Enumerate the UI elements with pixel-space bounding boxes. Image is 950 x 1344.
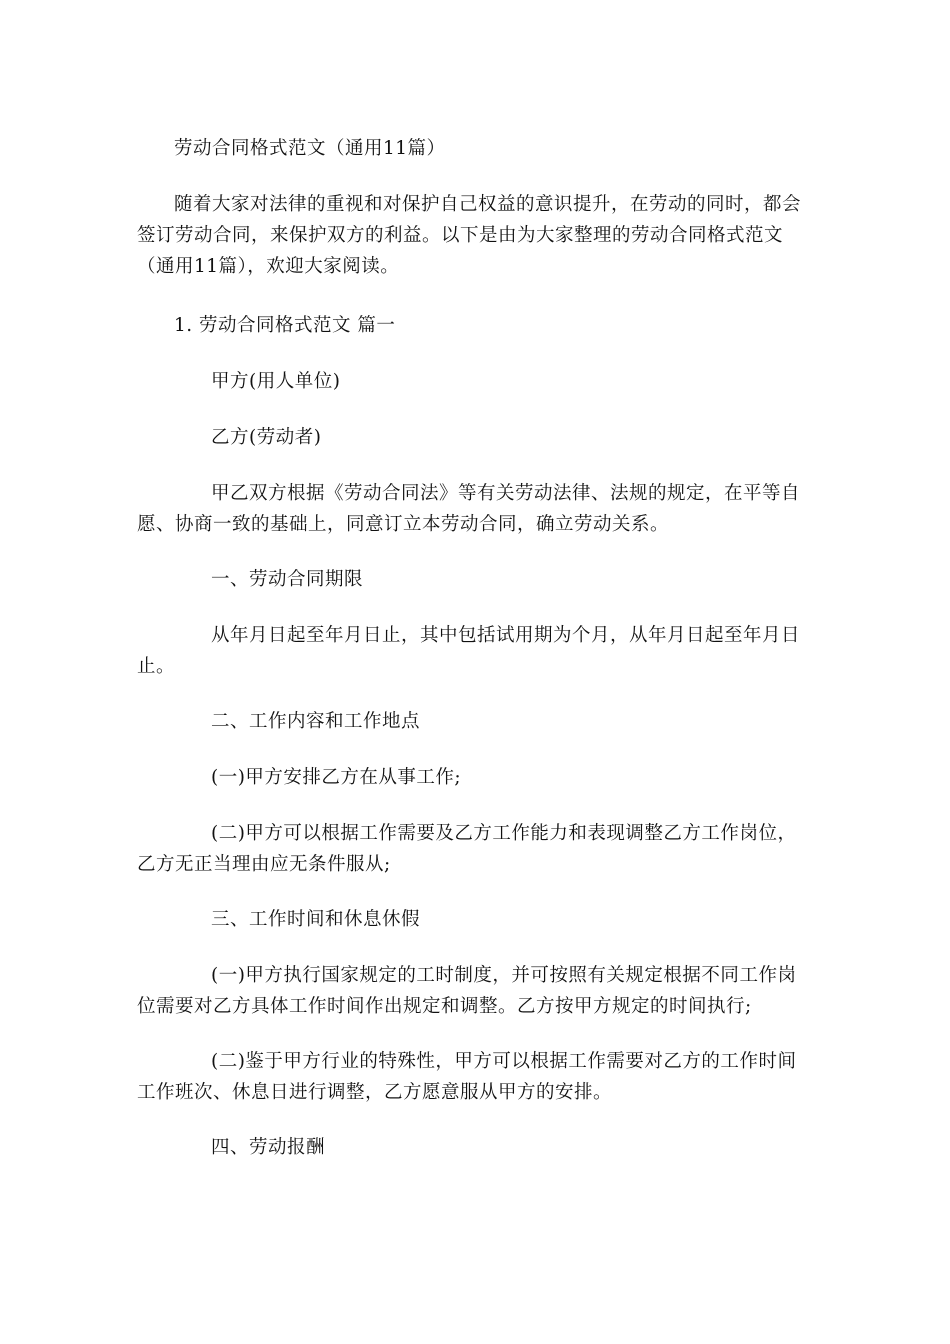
clause-3-heading: 三、工作时间和休息休假 <box>211 909 421 930</box>
party-b-label: 乙方(劳动者) <box>211 427 322 448</box>
clause-4-heading: 四、劳动报酬 <box>211 1137 326 1158</box>
clause-3-item-1: (一)甲方执行国家规定的工时制度，并可按照有关规定根据不同工作岗位需要对乙方具体工作时间作出规定和调整。乙方按甲方规定的时间执行; <box>137 965 797 1017</box>
section-heading: 1. 劳动合同格式范文 篇一 <box>174 315 396 336</box>
intro-paragraph: 随着大家对法律的重视和对保护自己权益的意识提升，在劳动的同时，都会签订劳动合同，来保护双方的利益。以下是由为大家整理的劳动合同格式范文（通用11篇），欢迎大家阅读。 <box>137 194 802 277</box>
clause-1-heading: 一、劳动合同期限 <box>211 569 364 590</box>
document-title: 劳动合同格式范文（通用11篇） <box>174 138 446 159</box>
clause-3-item-2: (二)鉴于甲方行业的特殊性，甲方可以根据工作需要对乙方的工作时间工作班次、休息日进行调整，乙方愿意服从甲方的安排。 <box>137 1051 797 1103</box>
clause-2-heading: 二、工作内容和工作地点 <box>211 711 421 732</box>
party-a-label: 甲方(用人单位) <box>211 371 341 392</box>
preamble-paragraph: 甲乙双方根据《劳动合同法》等有关劳动法律、法规的规定，在平等自愿、协商一致的基础上，同意订立本劳动合同，确立劳动关系。 <box>137 483 801 535</box>
clause-1-text: 从年月日起至年月日止，其中包括试用期为个月，从年月日起至年月日止。 <box>137 625 801 677</box>
clause-2-item-1: (一)甲方安排乙方在从事工作; <box>211 767 462 788</box>
clause-2-item-2: (二)甲方可以根据工作需要及乙方工作能力和表现调整乙方工作岗位，乙方无正当理由应无条件服从; <box>137 823 797 875</box>
